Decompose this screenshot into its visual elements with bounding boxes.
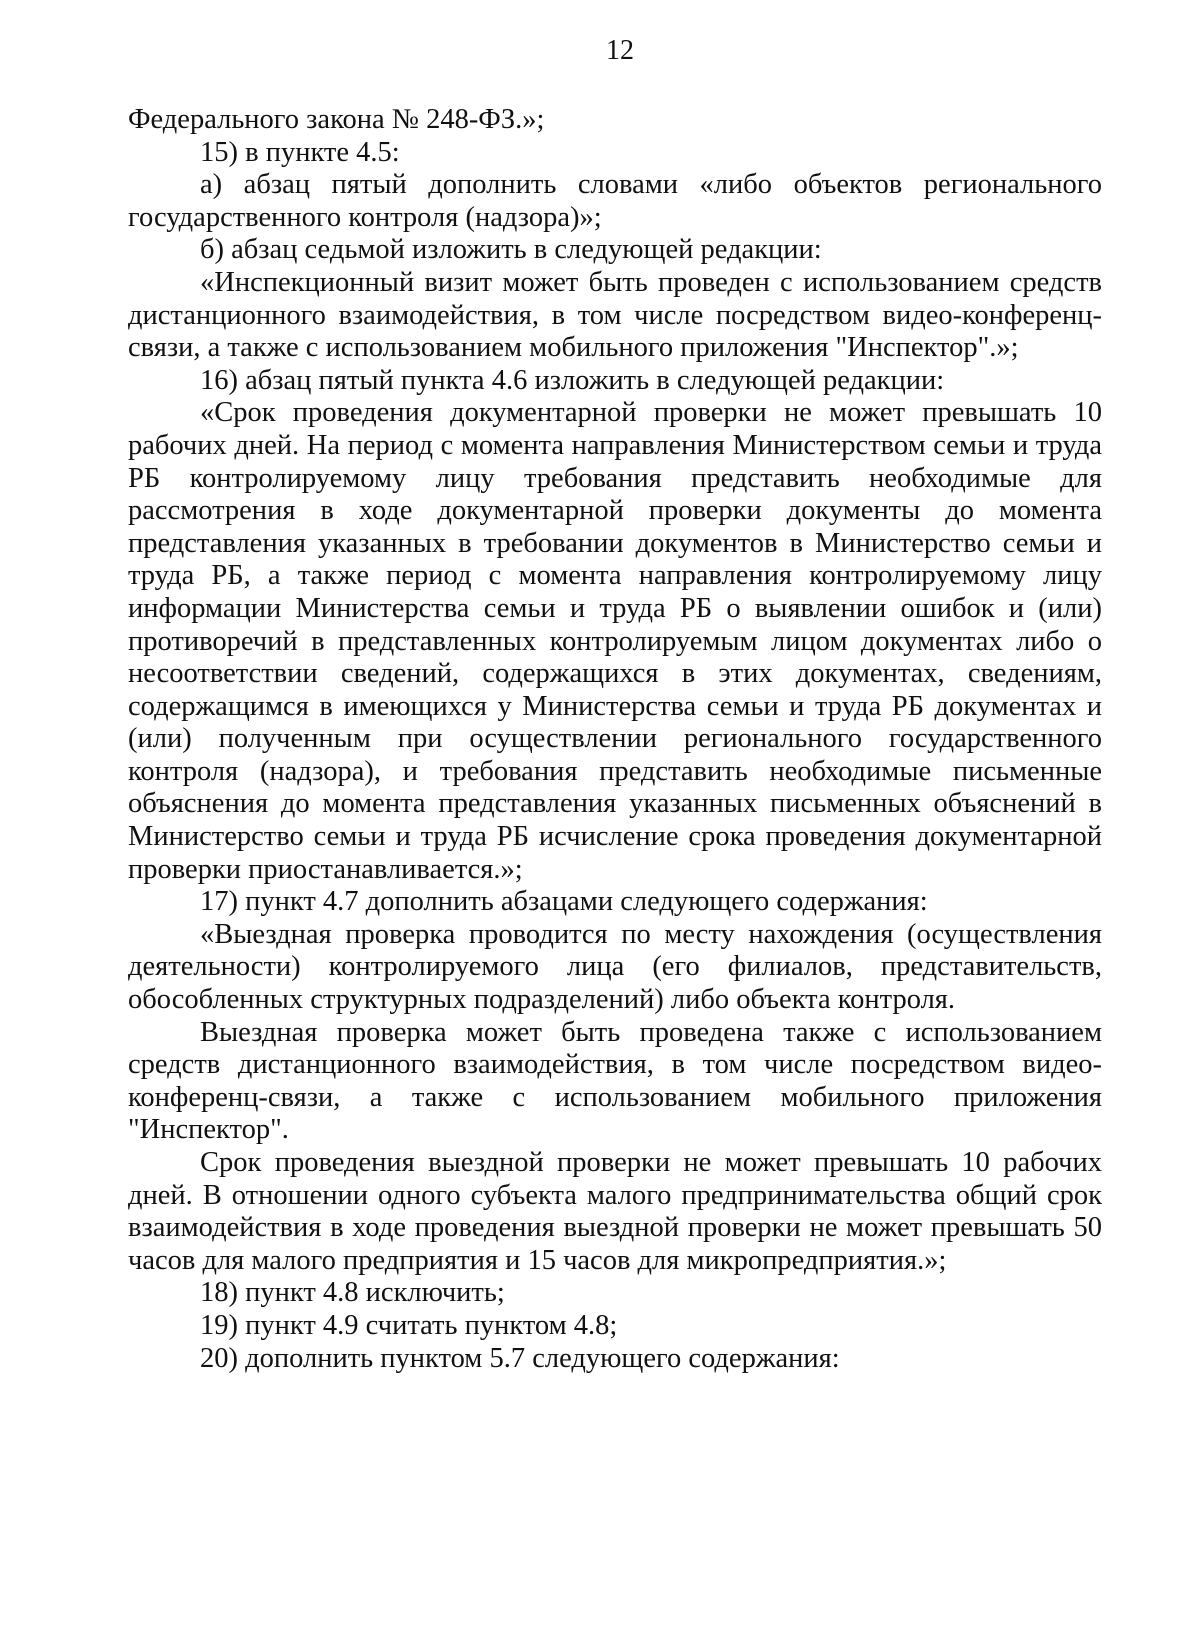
paragraph-quote-field-check-location: «Выездная проверка проводится по месту нахождения (осуществления деятельности) контролируемого лица (его филиалов, представительств, обособленных структурных подразделений) либо объекта контроля.: [128, 918, 1102, 1016]
paragraph-item-20: 20) дополнить пунктом 5.7 следующего содержания:: [200, 1342, 840, 1374]
paragraph-item-17: 17) пункт 4.7 дополнить абзацами следующего содержания:: [200, 886, 928, 918]
paragraph-field-check-remote: Выездная проверка может быть проведена также с использованием средств дистанционного взаимодействия, в том числе посредством видео-конференц-связи, а также с использованием мобильного приложения "Инспектор".: [128, 1016, 1102, 1146]
paragraph-subitem-a: а) абзац пятый дополнить словами «либо объектов регионального государственного контроля (надзора)»;: [128, 169, 1102, 233]
paragraph-item-15: 15) в пункте 4.5:: [200, 136, 400, 168]
paragraph-item-16: 16) абзац пятый пункта 4.6 изложить в следующей редакции:: [200, 364, 945, 396]
paragraph-continuation: Федерального закона № 248-ФЗ.»;: [128, 104, 545, 135]
page-number: 12: [606, 35, 634, 66]
paragraph-subitem-b: б) абзац седьмой изложить в следующей редакции:: [200, 234, 822, 266]
paragraph-item-19: 19) пункт 4.9 считать пунктом 4.8;: [200, 1309, 618, 1341]
document-body: [128, 104, 1102, 1375]
paragraph-quote-inspection-visit: «Инспекционный визит может быть проведен с использованием средств дистанционного взаимодействия, в том числе посредством видео-конференц-связи, а также с использованием мобильного приложения "Инспектор".»;: [128, 266, 1102, 364]
paragraph-field-check-duration: Срок проведения выездной проверки не может превышать 10 рабочих дней. В отношении одного субъекта малого предпринимательства общий срок взаимодействия в ходе проведения выездной проверки не может превышать 50 часов для малого предприятия и 15 часов для микропредприятия.»;: [128, 1147, 1102, 1276]
paragraph-quote-documentary-check: «Срок проведения документарной проверки не может превышать 10 рабочих дней. На период с момента направления Министерством семьи и труда РБ контролируемому лицу требования представить необходимые для рассмотрения в ходе документарной проверки документы до момента представления указанных в требовании документов в Министерство семьи и труда РБ, а также период с момента направления контролируемому лицу информации Министерства семьи и труда РБ о выявлении ошибок и (или) противоречий в представленных контролируемым лицом документах либо о несоответствии сведений, содержащихся в этих документах, сведениям, содержащимся в имеющихся у Министерства семьи и труда РБ документах и (или) полученным при осуществлении регионального государственного контроля (надзора), и требования представить необходимые письменные объяснения до момента представления указанных письменных объяснений в Министерство семьи и труда РБ исчисление срока проведения документарной проверки приостанавливается.»;: [128, 397, 1102, 885]
paragraph-item-18: 18) пункт 4.8 исключить;: [200, 1277, 505, 1309]
